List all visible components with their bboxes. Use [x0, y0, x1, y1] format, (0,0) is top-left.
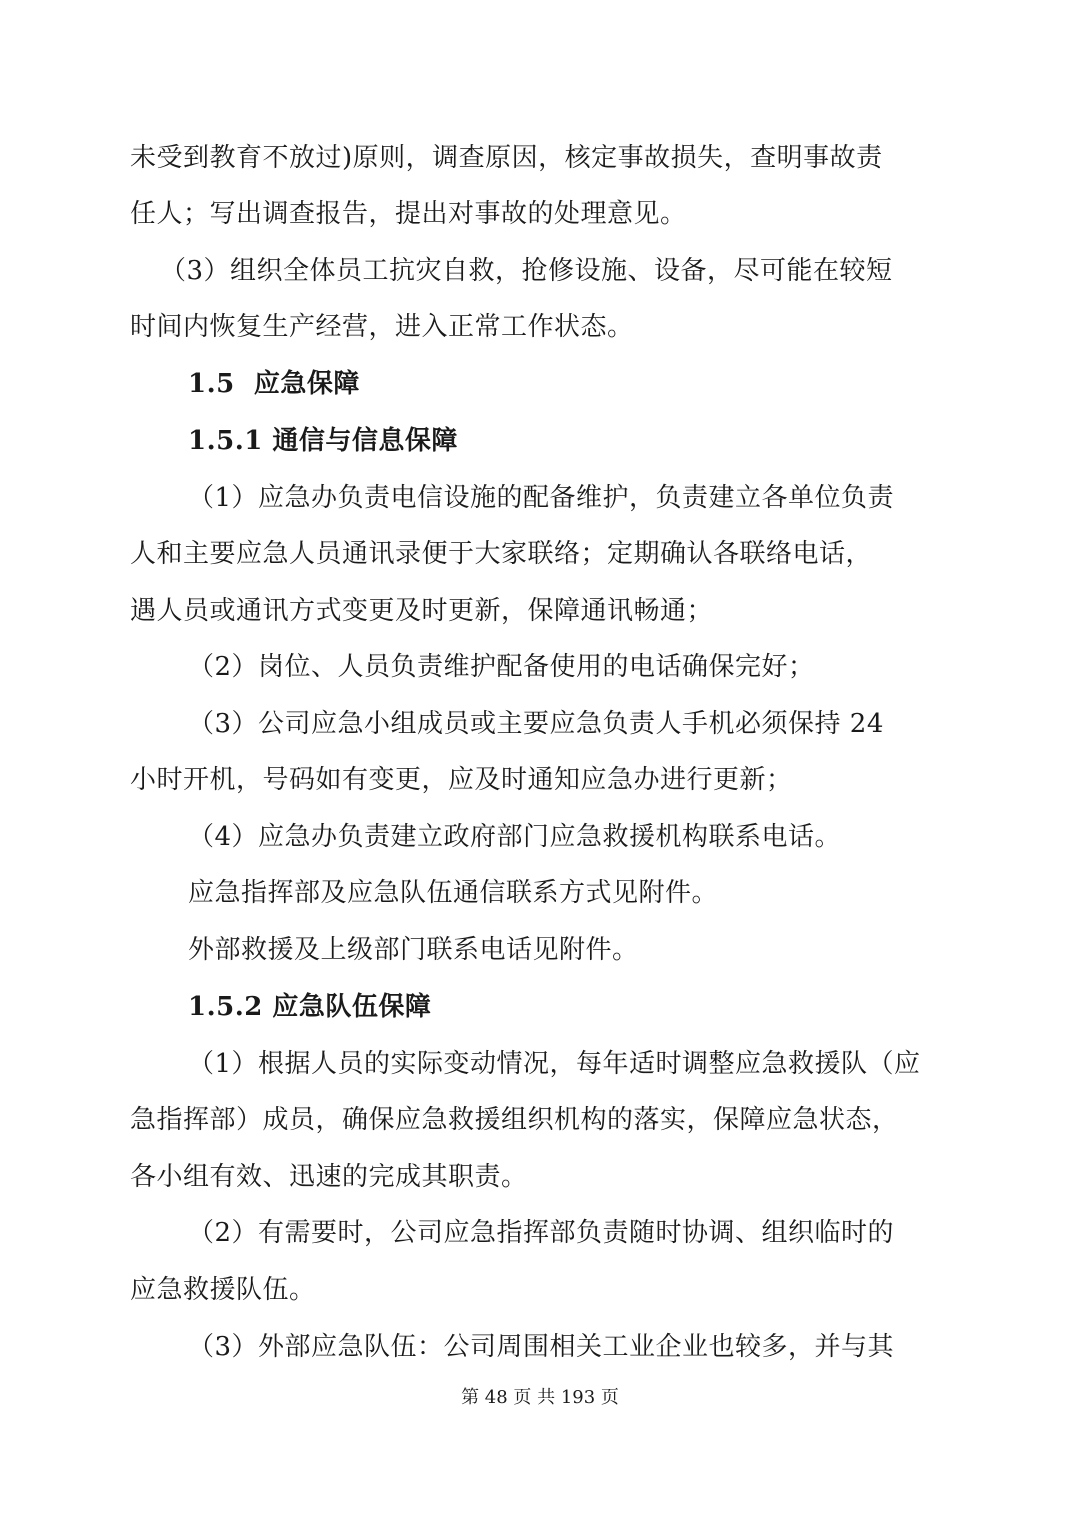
paragraph-line: 小时开机，号码如有变更，应及时通知应急办进行更新； — [130, 765, 793, 795]
paragraph-line: （3）公司应急小组成员或主要应急负责人手机必须保持 24 — [188, 709, 884, 739]
paragraph-line: （3）组织全体员工抗灾自救，抢修设施、设备，尽可能在较短 — [160, 256, 893, 286]
paragraph-line: （3）外部应急队伍：公司周围相关工业企业也较多，并与其 — [188, 1332, 895, 1362]
paragraph-line: 人和主要应急人员通讯录便于大家联络；定期确认各联络电话， — [130, 539, 873, 569]
subsection-heading: 1.5.2 应急队伍保障 — [188, 992, 432, 1022]
paragraph-line: 时间内恢复生产经营，进入正常工作状态。 — [130, 312, 634, 342]
page-number-footer: 第 48 页 共 193 页 — [461, 1387, 619, 1408]
paragraph-line: （4）应急办负责建立政府部门应急救援机构联系电话。 — [188, 822, 842, 852]
subsection-heading: 1.5.1 通信与信息保障 — [188, 426, 458, 456]
paragraph-line: 各小组有效、迅速的完成其职责。 — [130, 1162, 528, 1192]
paragraph-line: 应急救援队伍。 — [130, 1275, 316, 1305]
paragraph-line: （1）根据人员的实际变动情况，每年适时调整应急救援队（应 — [188, 1049, 921, 1079]
paragraph-line: 应急指挥部及应急队伍通信联系方式见附件。 — [188, 878, 719, 908]
paragraph-line: 未受到教育不放过)原则，调查原因，核定事故损失，查明事故责 — [130, 143, 883, 173]
paragraph-line: （2）岗位、人员负责维护配备使用的电话确保完好； — [188, 652, 815, 682]
paragraph-line: 外部救援及上级部门联系电话见附件。 — [188, 935, 639, 965]
paragraph-line: 急指挥部）成员，确保应急救援组织机构的落实，保障应急状态， — [130, 1105, 899, 1135]
paragraph-line: （2）有需要时，公司应急指挥部负责随时协调、组织临时的 — [188, 1218, 895, 1248]
paragraph-line: （1）应急办负责电信设施的配备维护，负责建立各单位负责 — [188, 483, 895, 513]
paragraph-line: 任人；写出调查报告，提出对事故的处理意见。 — [130, 199, 687, 229]
section-heading: 1.5 应急保障 — [188, 369, 360, 399]
paragraph-line: 遇人员或通讯方式变更及时更新，保障通讯畅通； — [130, 596, 714, 626]
